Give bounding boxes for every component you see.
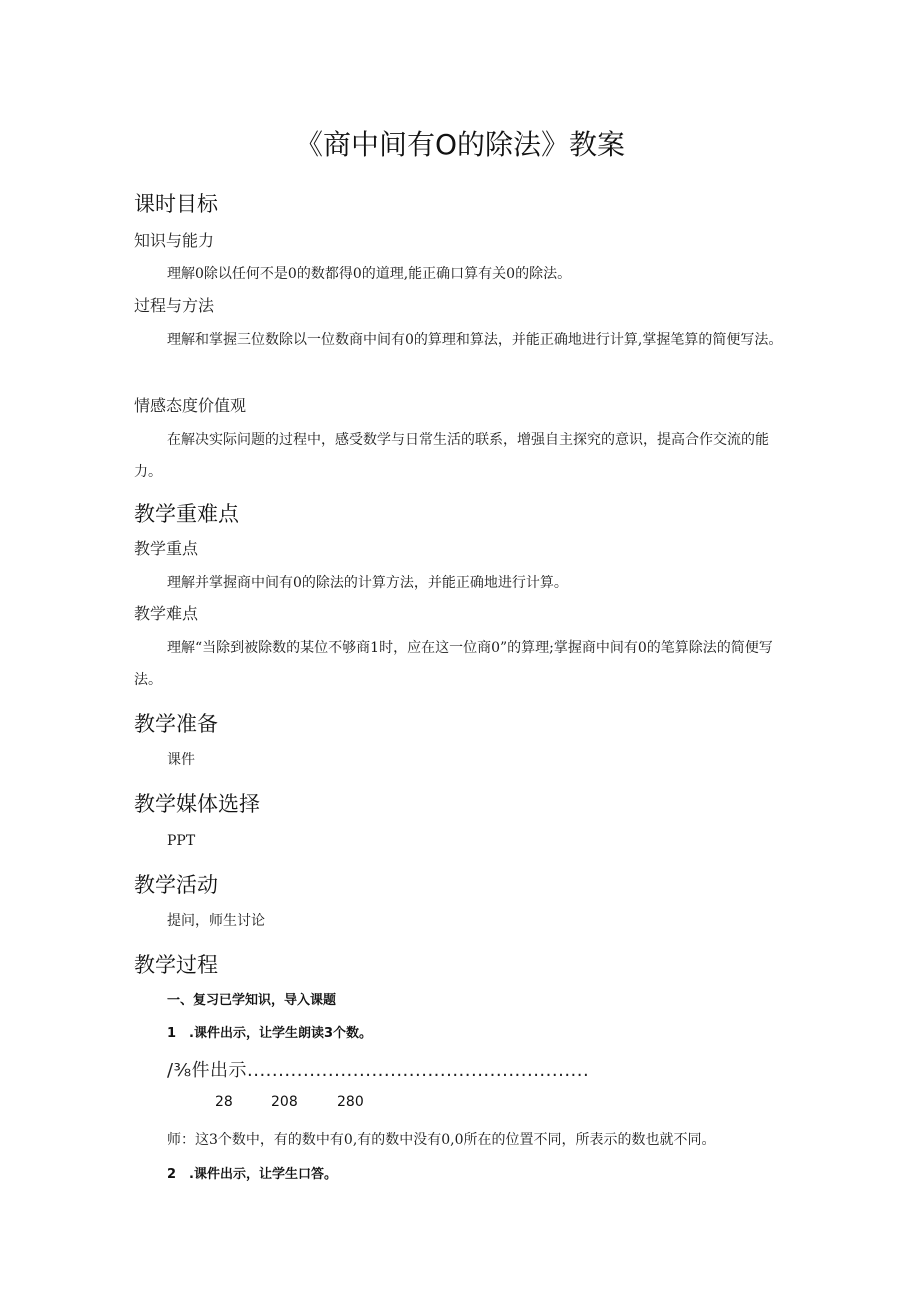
subheading-teaching-focus: 教学重点 bbox=[134, 539, 199, 558]
subheading-emotion-values: 情感态度价值观 bbox=[134, 396, 247, 415]
activity-text: 提问，师生讨论 bbox=[167, 913, 265, 929]
teaching-focus-text: 理解并掌握商中间有0的除法的计算方法，并能正确地进行计算。 bbox=[167, 575, 568, 591]
section-heading-process: 教学过程 bbox=[134, 953, 218, 977]
knowledge-text: 理解0除以任何不是0的数都得0的道理,能正确口算有关0的除法。 bbox=[167, 266, 572, 282]
number-item: 208 bbox=[271, 1094, 298, 1110]
number-item: 280 bbox=[337, 1094, 364, 1110]
process-step-1: 1 .课件出示，让学生朗读3个数。 bbox=[167, 1026, 373, 1041]
subheading-knowledge: 知识与能力 bbox=[134, 231, 215, 250]
process-part-1: 一、复习已学知识，导入课题 bbox=[167, 993, 337, 1008]
number-item: 28 bbox=[215, 1094, 233, 1110]
section-heading-preparation: 教学准备 bbox=[134, 712, 218, 736]
section-heading-goals: 课时目标 bbox=[134, 192, 218, 216]
section-heading-activity: 教学活动 bbox=[134, 873, 218, 897]
section-heading-key-points: 教学重难点 bbox=[134, 502, 239, 526]
preparation-text: 课件 bbox=[167, 752, 195, 768]
process-step-2: 2 .课件出示，让学生口答。 bbox=[167, 1167, 337, 1182]
teacher-explanation: 师：这3个数中，有的数中有0,有的数中没有0,0所在的位置不同，所表示的数也就不同。 bbox=[167, 1132, 716, 1148]
courseware-display-line: /⅜件出示....................................................... bbox=[167, 1060, 590, 1081]
section-heading-media: 教学媒体选择 bbox=[134, 792, 260, 816]
subheading-teaching-difficulty: 教学难点 bbox=[134, 604, 199, 623]
teaching-difficulty-text: 理解“当除到被除数的某位不够商1时，应在这一位商0”的算理;掌握商中间有0的笔算除法的简便写法。 bbox=[134, 640, 773, 688]
subheading-process-method: 过程与方法 bbox=[134, 296, 215, 315]
media-text: PPT bbox=[167, 833, 196, 849]
page-title: 《商中间有O的除法》教案 bbox=[294, 128, 626, 161]
process-method-text: 理解和掌握三位数除以一位数商中间有0的算理和算法，并能正确地进行计算,掌握笔算的简便写法。 bbox=[167, 332, 783, 348]
emotion-values-text: 在解决实际问题的过程中，感受数学与日常生活的联系，增强自主探究的意识，提高合作交流的能力。 bbox=[134, 432, 769, 480]
